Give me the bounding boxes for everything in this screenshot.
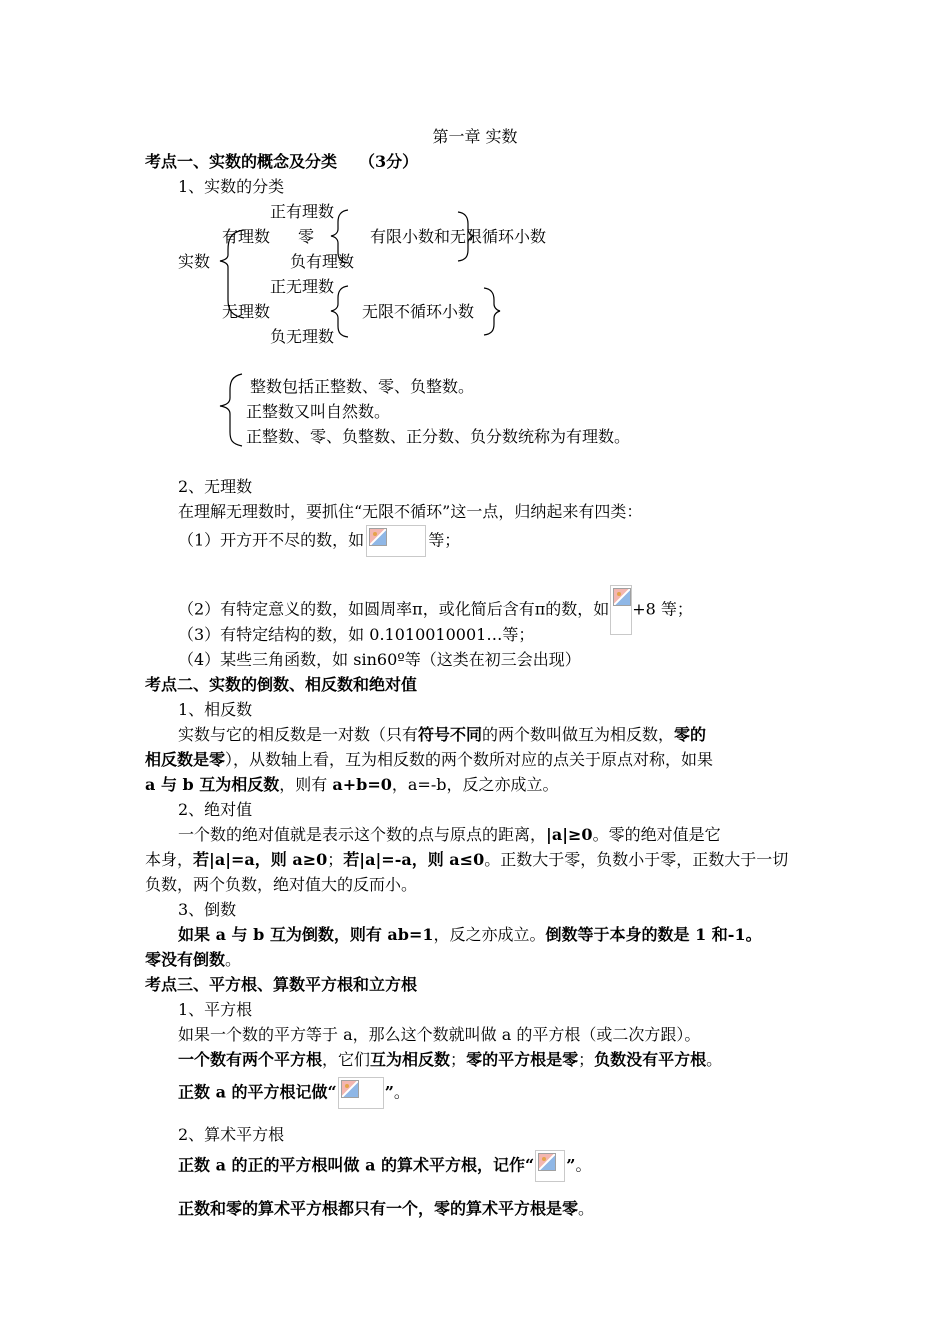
- absolute-para-line-3: 负数，两个负数，绝对值大的反而小。: [145, 875, 418, 894]
- arithmetic-root-para-2: 正数和零的算术平方根都只有一个，零的算术平方根是零。: [178, 1199, 595, 1218]
- reciprocal-para-line-2: 零没有倒数。: [145, 950, 242, 969]
- note-2: 正整数又叫自然数。: [246, 402, 391, 421]
- section-3-sub-2: 2、算术平方根: [178, 1125, 285, 1144]
- square-root-para-2: 一个数有两个平方根，它们互为相反数；零的平方根是零；负数没有平方根。: [178, 1050, 723, 1069]
- brace-irrational: [331, 286, 348, 337]
- section-1-heading: 考点一、实数的概念及分类 （3分）: [145, 152, 419, 171]
- page-title: 第一章 实数: [432, 127, 518, 146]
- image-placeholder-icon: [613, 588, 631, 606]
- tree-positive-rational: 正有理数: [270, 202, 335, 221]
- formula-image: [535, 1150, 565, 1182]
- image-placeholder-icon: [369, 528, 387, 546]
- note-3: 正整数、零、负整数、正分数、负分数统称为有理数。: [246, 427, 631, 446]
- tree-negative-rational: 负有理数: [290, 252, 355, 271]
- square-root-notation: 正数 a 的平方根记做“ ”。: [178, 1077, 410, 1109]
- irrational-type-4: （4）某些三角函数，如 sin60º等（这类在初三会出现）: [178, 650, 581, 669]
- formula-image: [610, 585, 632, 635]
- irrational-intro: 在理解无理数时，要抓住“无限不循环”这一点，归纳起来有四类：: [178, 502, 643, 521]
- brace-notes: [220, 374, 242, 446]
- brace-real: [220, 230, 244, 318]
- irrational-type-3: （3）有特定结构的数，如 0.1010010001…等；: [178, 625, 535, 644]
- section-1-sub-1: 1、实数的分类: [178, 177, 285, 196]
- opposite-para-line-3: a 与 b 互为相反数，则有 a+b=0，a=-b，反之亦成立。: [145, 775, 559, 794]
- brace-rational: [331, 210, 348, 263]
- image-placeholder-icon: [341, 1080, 359, 1098]
- section-3-sub-1: 1、平方根: [178, 1000, 253, 1019]
- section-1-sub-2: 2、无理数: [178, 477, 253, 496]
- section-2-heading: 考点二、实数的倒数、相反数和绝对值: [145, 675, 418, 694]
- section-2-sub-1: 1、相反数: [178, 700, 253, 719]
- tree-positive-irrational: 正无理数: [270, 277, 335, 296]
- section-2-sub-3: 3、倒数: [178, 900, 237, 919]
- absolute-para-line-2: 本身，若|a|=a，则 a≥0；若|a|=-a，则 a≤0。正数大于零，负数小于零，正数大于一切: [145, 850, 789, 869]
- section-2-sub-2: 2、绝对值: [178, 800, 253, 819]
- opposite-para-line-1: 实数与它的相反数是一对数（只有符号不同的两个数叫做互为相反数，零的: [178, 725, 707, 744]
- formula-image: [366, 525, 426, 557]
- tree-real-number: 实数: [178, 252, 211, 271]
- absolute-para-line-1: 一个数的绝对值就是表示这个数的点与原点的距离，|a|≥0。零的绝对值是它: [178, 825, 721, 844]
- note-1: 整数包括正整数、零、负整数。: [250, 377, 475, 396]
- brace-irrational-right: [484, 288, 500, 335]
- irrational-type-1: （1）开方开不尽的数，如 等；: [178, 525, 460, 557]
- tree-zero: 零: [298, 227, 315, 246]
- section-3-heading: 考点三、平方根、算数平方根和立方根: [145, 975, 418, 994]
- arithmetic-root-para-1: 正数 a 的正的平方根叫做 a 的算术平方根，记作“ ”。: [178, 1150, 591, 1182]
- tree-irrational: 无理数: [222, 302, 271, 321]
- brace-rational-right: [458, 212, 474, 261]
- irrational-type-2: （2）有特定意义的数，如圆周率π，或化简后含有π的数，如 +8 等；: [178, 585, 693, 635]
- tree-negative-irrational: 负无理数: [270, 327, 335, 346]
- tree-infinite-decimal: 无限不循环小数: [362, 302, 475, 321]
- formula-image: [338, 1077, 384, 1109]
- opposite-para-line-2: 相反数是零），从数轴上看，互为相反数的两个数所对应的点关于原点对称，如果: [145, 750, 714, 769]
- square-root-para-1: 如果一个数的平方等于 a，那么这个数就叫做 a 的平方根（或二次方跟）。: [178, 1025, 701, 1044]
- tree-finite-decimal: 有限小数和无限循环小数: [370, 227, 547, 246]
- reciprocal-para-line-1: 如果 a 与 b 互为倒数，则有 ab=1，反之亦成立。倒数等于本身的数是 1 和-1。: [178, 925, 762, 944]
- image-placeholder-icon: [538, 1153, 556, 1171]
- tree-rational: 有理数: [222, 227, 271, 246]
